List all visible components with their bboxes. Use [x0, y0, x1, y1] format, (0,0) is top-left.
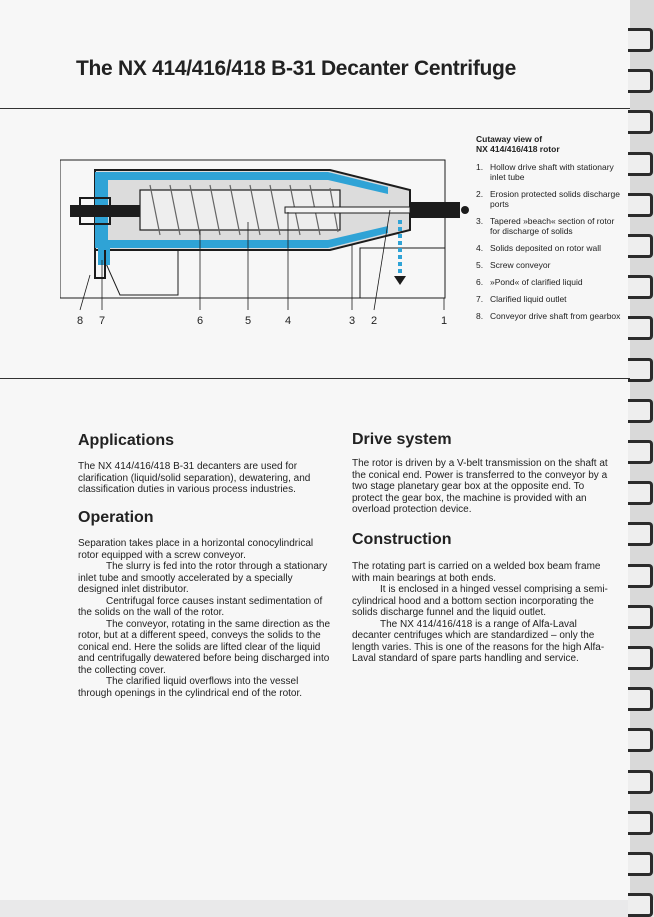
legend-text: »Pond« of clarified liquid: [490, 277, 583, 287]
callout-number: 1: [440, 315, 448, 327]
rotor-cutaway-diagram: [60, 150, 480, 335]
callout-number: 4: [284, 315, 292, 327]
paragraph: Centrifugal force causes instant sedimentation of the solids on the wall of the rotor.: [78, 595, 323, 618]
legend-number: 8.: [476, 311, 484, 321]
legend-item: [476, 260, 626, 270]
binding-ring: [628, 564, 653, 588]
binding-ring: [628, 893, 653, 917]
top-divider: [0, 108, 630, 109]
binding-ring: [628, 110, 653, 134]
binding-ring: [628, 481, 653, 505]
callout-number: 5: [244, 315, 252, 327]
binding-ring: [628, 770, 653, 794]
binding-ring: [628, 687, 653, 711]
legend-number: 5.: [476, 260, 484, 270]
applications-heading: Applications: [78, 432, 175, 449]
drive-system-heading: Drive system: [352, 431, 452, 448]
drive-system-text: [352, 458, 610, 516]
binding-ring: [628, 69, 653, 93]
legend-number: 3.: [476, 216, 484, 226]
legend-item: [476, 294, 626, 304]
callout-number: 8: [76, 315, 84, 327]
callout-leader: [80, 275, 90, 310]
legend-item: [476, 277, 626, 287]
paragraph: The slurry is fed into the rotor through a stationary inlet tube and smootly accelerated by a specially designed inlet distributor.: [78, 561, 328, 595]
paragraph: The NX 414/416/418 B-31 decanters are used for clarification (liquid/solid separation), dewatering, and classification duties in various process industries.: [78, 461, 311, 495]
binding-ring: [628, 646, 653, 670]
binding-ring: [628, 28, 653, 52]
caption-title: Cutaway view of: [476, 134, 543, 144]
binding-ring: [628, 728, 653, 752]
legend-number: 6.: [476, 277, 484, 287]
operation-text: [78, 538, 330, 699]
legend-number: 1.: [476, 162, 484, 172]
legend-item: [476, 243, 626, 253]
binding-ring: [628, 275, 653, 299]
binding-ring: [628, 152, 653, 176]
construction-heading: Construction: [352, 531, 452, 548]
figure-legend: [476, 162, 626, 321]
binding-ring: [628, 316, 653, 340]
legend-item: [476, 311, 626, 321]
legend-text: Solids deposited on rotor wall: [490, 243, 602, 253]
callout-number: 7: [98, 315, 106, 327]
middle-divider: [0, 378, 630, 379]
page-title: The NX 414/416/418 B-31 Decanter Centrifuge: [76, 57, 516, 80]
legend-number: 4.: [476, 243, 484, 253]
paragraph: The clarified liquid overflows into the vessel through openings in the cylindrical end of the rotor.: [78, 676, 303, 699]
legend-item: [476, 189, 626, 209]
binding-ring: [628, 811, 653, 835]
legend-item: [476, 162, 626, 182]
legend-number: 7.: [476, 294, 484, 304]
legend-number: 2.: [476, 189, 484, 199]
legend-text: Erosion protected solids discharge ports: [490, 189, 620, 209]
operation-heading: Operation: [78, 509, 154, 526]
binding-ring: [628, 440, 653, 464]
binding-ring: [628, 234, 653, 258]
legend-text: Conveyor drive shaft from gearbox: [490, 311, 621, 321]
binding-ring: [628, 193, 653, 217]
binding-ring: [628, 605, 653, 629]
paragraph: The conveyor, rotating in the same direction as the rotor, but at a different speed, conveys the solids to the conical end. Here the solids are lifted clear of the liquid and centrifugally dewatered before being discharged into the collecting cover.: [78, 618, 331, 676]
paragraph: The rotor is driven by a V-belt transmission on the shaft at the conical end. Power is transferred to the conveyor by a two stage planetary gear box at the opposite end. To protect the gear box, the machine is provided with an overload protection device.: [352, 458, 608, 515]
binding-ring: [628, 852, 653, 876]
paragraph: Separation takes place in a horizontal conocylindrical rotor equipped with a screw conveyor.: [78, 538, 314, 561]
binding-ring: [628, 358, 653, 382]
legend-text: Screw conveyor: [490, 260, 551, 270]
binding-ring: [628, 399, 653, 423]
applications-text: [78, 461, 328, 496]
callout-number: 6: [196, 315, 204, 327]
figure-caption: [476, 134, 626, 328]
binding-ring: [628, 522, 653, 546]
callout-number: 2: [370, 315, 378, 327]
legend-item: [476, 216, 626, 236]
paragraph: It is enclosed in a hinged vessel comprising a semi-cylindrical hood and a bottom section incorporating the solids discharge funnel and the liquid outlet.: [352, 584, 608, 618]
caption-subtitle: NX 414/416/418 rotor: [476, 144, 560, 154]
legend-text: Clarified liquid outlet: [490, 294, 567, 304]
callout-number: 3: [348, 315, 356, 327]
paragraph: The rotating part is carried on a welded box beam frame with main bearings at both ends.: [352, 561, 601, 584]
paragraph: The NX 414/416/418 is a range of Alfa-Laval decanter centrifuges which are standardized – only the length varies. This is one of the reasons for the high Alfa-Laval standard of spare parts handling and service.: [352, 618, 605, 664]
legend-text: Hollow drive shaft with stationary inlet tube: [490, 162, 614, 182]
legend-text: Tapered »beach« section of rotor for discharge of solids: [490, 216, 615, 236]
construction-text: [352, 561, 610, 665]
